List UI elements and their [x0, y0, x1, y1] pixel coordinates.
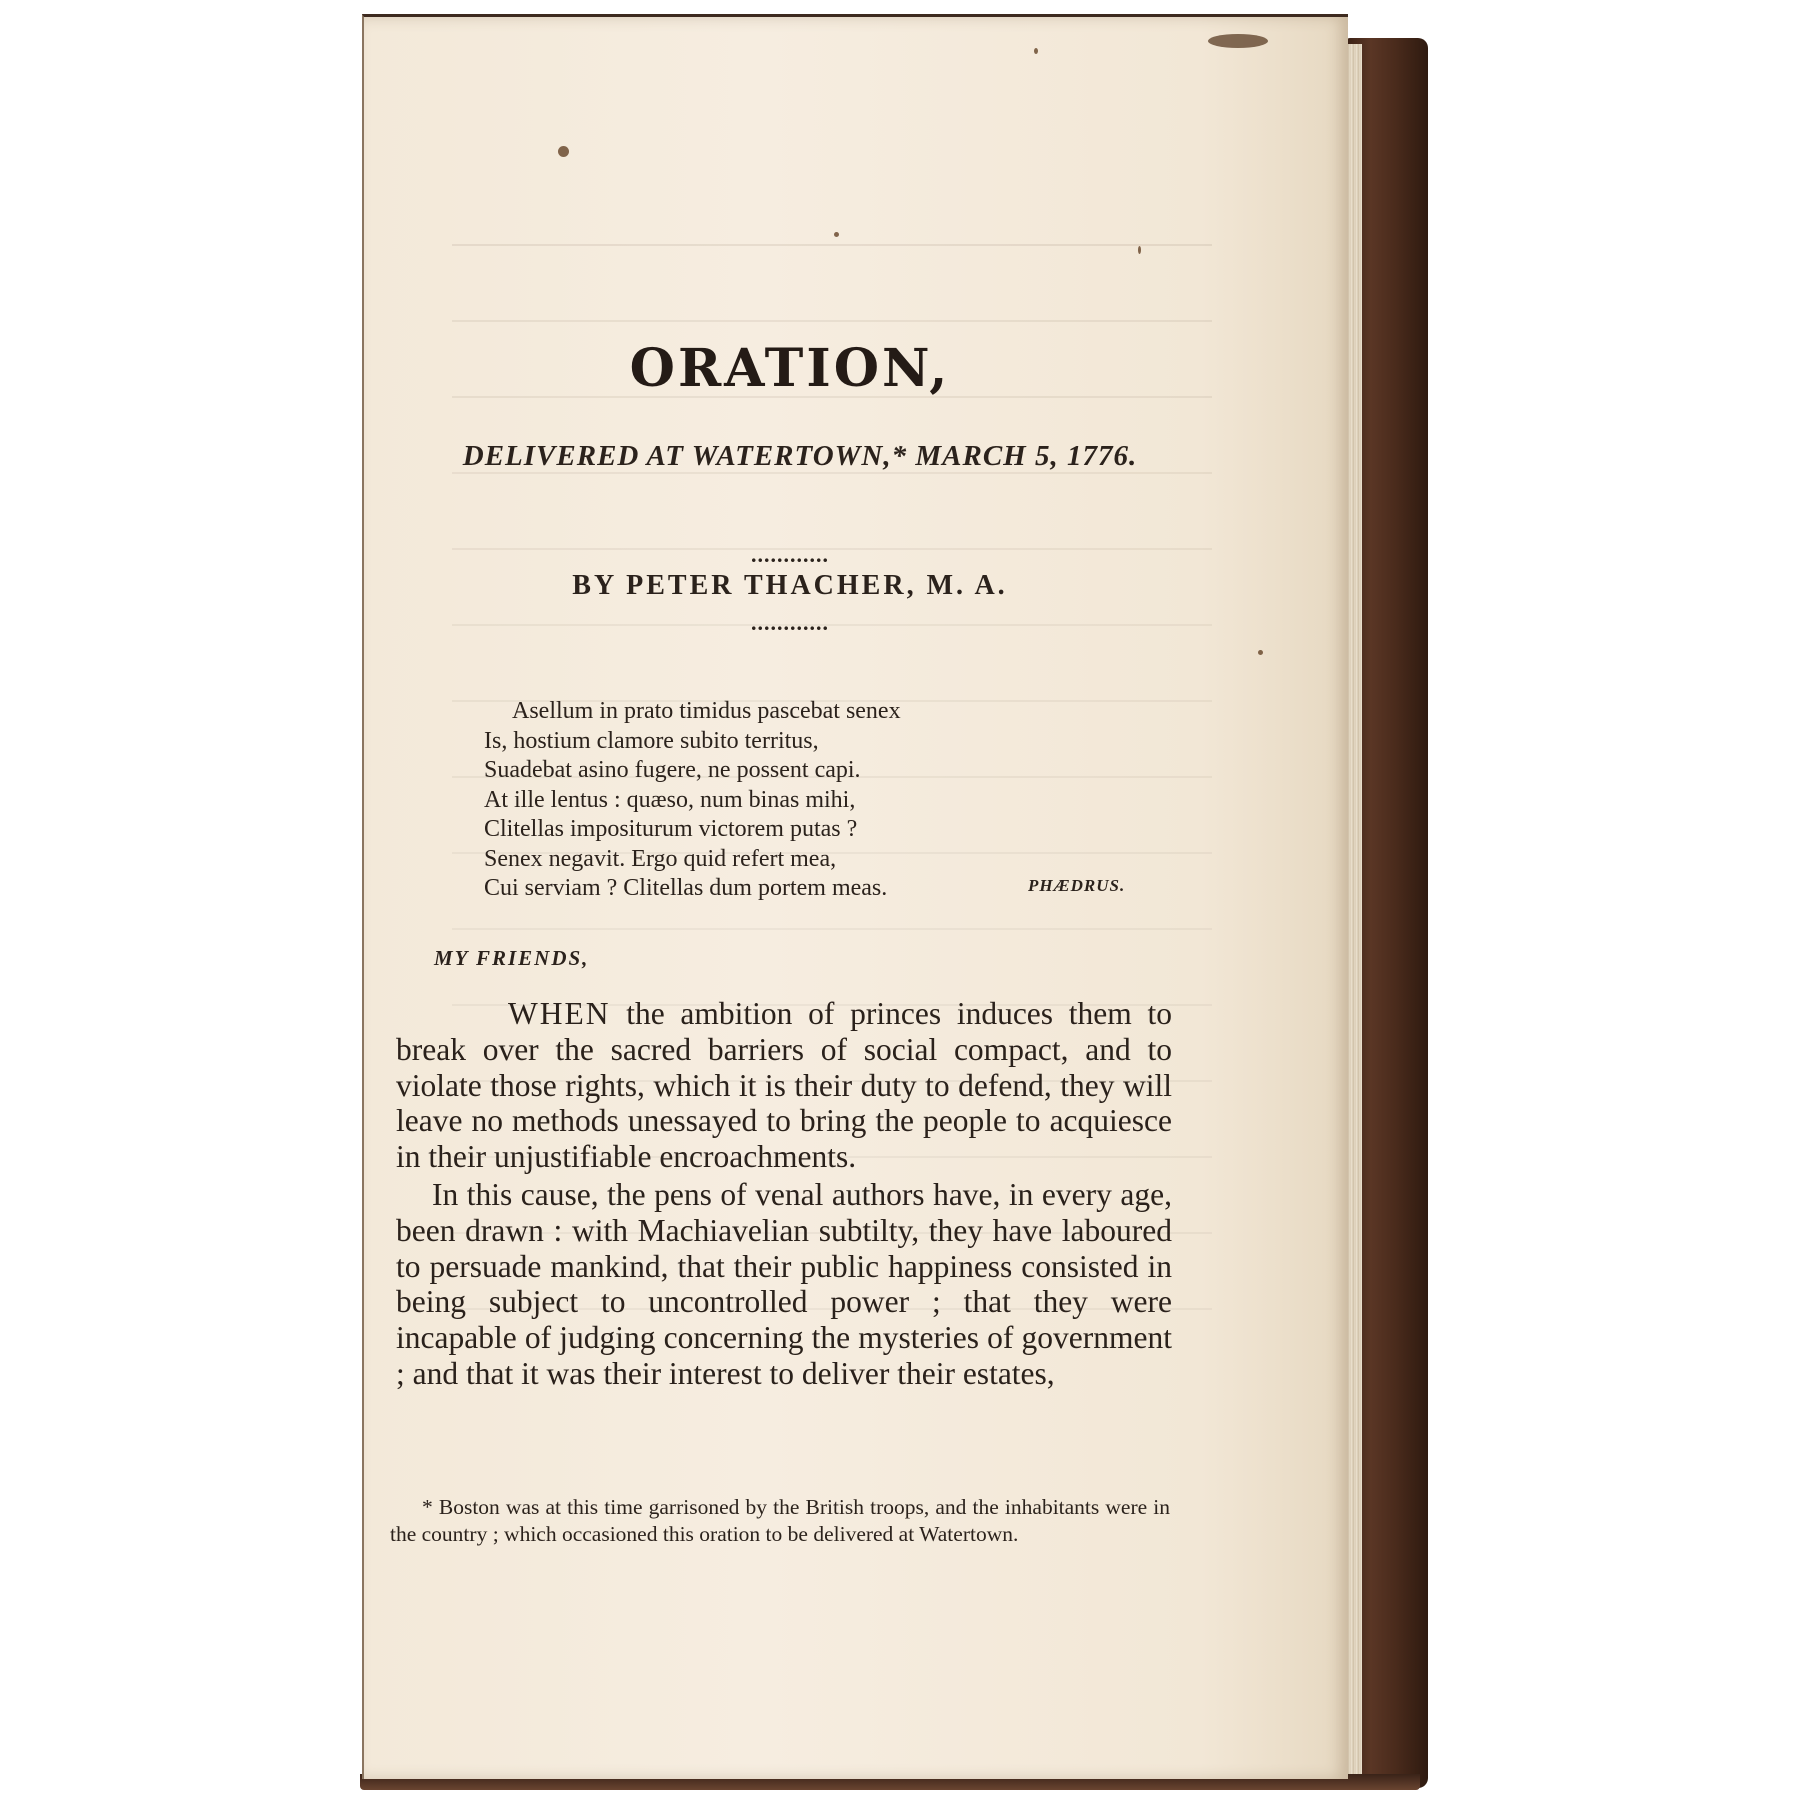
paragraph-lead-word: WHEN: [508, 996, 611, 1031]
poem-line: Is, hostium clamore subito territus,: [484, 727, 819, 754]
poem-line: Cui serviam ? Clitellas dum portem meas.: [484, 875, 888, 901]
poem-line: Suadebat asino fugere, ne possent capi.: [484, 757, 861, 783]
epigraph-poem: [484, 697, 1124, 904]
poem-line: Senex negavit. Ergo quid refert mea,: [484, 845, 837, 872]
footnote: [390, 1494, 1170, 1548]
body-text: [396, 996, 1172, 1392]
divider-top: ............: [751, 542, 829, 567]
page-title: ORATION,: [629, 338, 951, 399]
poem-line: At ille lentus : quæso, num binas mihi,: [484, 786, 856, 813]
paragraph-text: the ambition of princes induces them to break over the sacred barriers of social compact, and to violate those rights, which it is their duty to defend, they will leave no methods unessayed to bring the people to acquiesce in their unjustifiable encroachments.: [396, 996, 1172, 1175]
paragraph-lead-word: In: [432, 1176, 459, 1212]
poem-attribution: PHÆDRUS.: [1028, 876, 1126, 895]
paragraph-text: this cause, the pens of venal authors have, in every age, been drawn : with Machiavelian subtilty, they have laboured to persuade mankind, that their public happiness consisted in being subject to uncontrolled power ; that they were incapable of judging concerning the mysteries of government ; and that it was their interest to deliver their estates,: [396, 1176, 1172, 1391]
divider-bottom: ............: [751, 610, 829, 635]
page-subtitle: DELIVERED AT WATERTOWN,* MARCH 5, 1776.: [462, 440, 1138, 472]
paragraph: [396, 996, 1172, 1175]
poem-line: Clitellas impositurum victorem putas ?: [484, 816, 858, 842]
footnote-text: * Boston was at this time garrisoned by the British troops, and the inhabitants were in the country ; which occasioned this oration to be delivered at Watertown.: [390, 1495, 1170, 1546]
author-line: BY PETER THACHER, M. A.: [572, 570, 1008, 601]
paragraph: [396, 1177, 1172, 1392]
poem-line: Asellum in prato timidus pascebat senex: [512, 698, 901, 724]
salutation: MY FRIENDS,: [434, 946, 590, 970]
